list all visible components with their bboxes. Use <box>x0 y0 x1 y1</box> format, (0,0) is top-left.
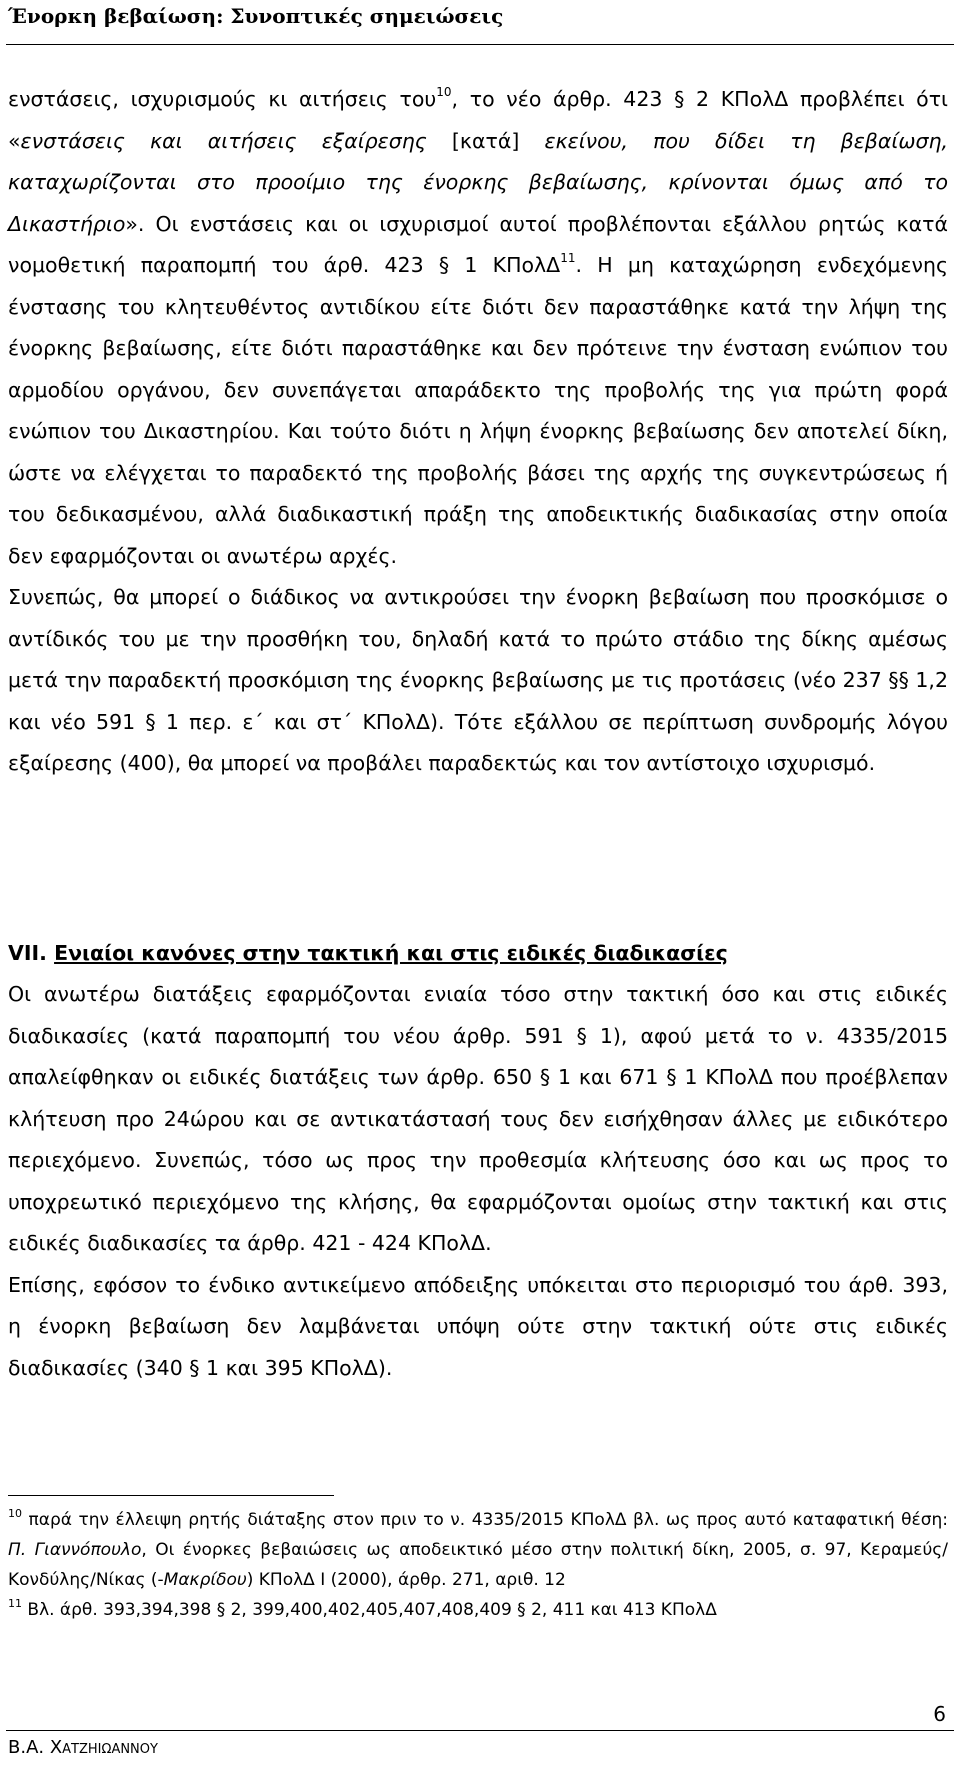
section-title: Ενιαίοι κανόνες στην τακτική και στις ειδικές διαδικασίες <box>54 941 728 965</box>
footnote-number: 11 <box>8 1597 22 1610</box>
main-text <box>8 79 948 785</box>
text-run: , Οι ένορκες βεβαιώσεις ως αποδεικτικό μέσο στην πολιτική δίκη, 2005, σ. 97, Κεραμεύς/Κονδύλης/Νίκας (- <box>8 1540 949 1590</box>
paragraph <box>8 79 948 577</box>
footer-author: Β.Α. Χατζηιωαννου <box>8 1737 158 1758</box>
text-run: ». Οι ενστάσεις και οι ισχυρισμοί αυτοί προβλέπονται εξάλλου ρητώς κατά νομοθετική παραπομπή του άρθ. 423 § 1 ΚΠολΔ <box>8 211 948 277</box>
quote-italic: εκείνου, που δίδει τη βεβαίωση, καταχωρίζονται στο προοίμιο της ένορκης βεβαίωσης, κρίνονται όμως από το Δικαστήριο <box>8 128 949 236</box>
text-run: . Η μη καταχώρηση ενδεχόμενης ένστασης του κλητευθέντος αντιδίκου είτε διότι δεν παραστάθηκε κατά την λήψη της ένορκης βεβαίωσης, είτε διότι παραστάθηκε και δεν πρότεινε την ένσταση ενώπιον του αρμοδίου οργάνου, δεν συνεπάγεται απαράδεκτο της προβολής της για πρώτη φορά ενώπιον του Δικαστηρίου. Και τούτο διότι η λήψη ένορκης βεβαίωσης δεν αποτελεί δίκη, ώστε να ελέγχεται το παραδεκτό της προβολής βάσει της αρχής της συγκεντρώσεως ή του δεδικασμένου, αλλά διαδικαστική πράξη της αποδεικτικής διαδικασίας στην οποία δεν εφαρμόζονται οι ανωτέρω αρχές. <box>8 253 949 568</box>
footer-divider <box>6 1730 954 1731</box>
footnote-ref-10[interactable]: 10 <box>436 85 452 99</box>
footnotes <box>8 1505 948 1625</box>
running-header-title: Ένορκη βεβαίωση: Συνοπτικές σημειώσεις <box>8 4 504 28</box>
footnote-11 <box>8 1595 948 1625</box>
paragraph: Οι ανωτέρω διατάξεις εφαρμόζονται ενιαία τόσο στην τακτική όσο και στις ειδικές διαδικασίες (κατά παραπομπή του νέου άρθρ. 591 § 1), αφού μετά το ν. 4335/2015 απαλείφθηκαν οι ειδικές διατάξεις των άρθρ. 650 § 1 και 671 § 1 ΚΠολΔ που προέβλεπαν κλήτευση προ 24ώρου και σε αντικατάστασή τους δεν εισήχθησαν άλλες με ειδικότερο περιεχόμενο. Συνεπώς, τόσο ως προς την προθεσμία κλήτευσης όσο και ως προς το υποχρεωτικό περιεχόμενο της κλήσης, θα εφαρμόζονται ομοίως στην τακτική και στις ειδικές διαδικασίες τα άρθρ. 421 - 424 ΚΠολΔ. <box>8 982 948 1255</box>
author-italic: Π. Γιαννόπουλο <box>8 1540 142 1560</box>
text-run: , το νέο άρθρ. 423 § 2 ΚΠολΔ προβλέπει ότι « <box>8 87 948 153</box>
page-number: 6 <box>933 1702 946 1726</box>
footnote-divider <box>8 1495 334 1496</box>
quote-italic: ενστάσεις και αιτήσεις εξαίρεσης <box>20 128 427 153</box>
text-run: Βλ. άρθ. 393,394,398 § 2, 399,400,402,405,407,408,409 § 2, 411 και 413 ΚΠολΔ <box>22 1600 717 1620</box>
paragraph: Συνεπώς, θα μπορεί ο διάδικος να αντικρούσει την ένορκη βεβαίωση που προσκόμισε ο αντίδικός του με την προσθήκη του, δηλαδή κατά το πρώτο στάδιο της δίκης αμέσως μετά την παραδεκτή προσκόμιση της ένορκης βεβαίωσης με τις προτάσεις (νέο 237 §§ 1,2 και νέο 591 § 1 περ. ε΄ και στ΄ ΚΠολΔ). Τότε εξάλλου σε περίπτωση συνδρομής λόγου εξαίρεσης (400), θα μπορεί να προβάλει παραδεκτώς και τον αντίστοιχο ισχυρισμό. <box>8 585 948 775</box>
text-run: ) ΚΠολΔ Ι (2000), άρθρ. 271, αριθ. 12 <box>246 1570 566 1590</box>
header-divider <box>6 44 954 45</box>
footnote-number: 10 <box>8 1507 22 1520</box>
text-run: [κατά] <box>426 128 545 153</box>
section-text <box>8 974 948 1389</box>
footnote-10 <box>8 1505 948 1595</box>
section-heading <box>8 933 948 975</box>
paragraph: Επίσης, εφόσον το ένδικο αντικείμενο απόδειξης υπόκειται στο περιορισμό του άρθ. 393, η ένορκη βεβαίωση δεν λαμβάνεται υπόψη ούτε στην τακτική ούτε στις ειδικές διαδικασίες (340 § 1 και 395 ΚΠολΔ). <box>8 1272 948 1380</box>
footnote-ref-11[interactable]: 11 <box>560 251 576 265</box>
text-run: παρά την έλλειψη ρητής διάταξης στον πριν το ν. 4335/2015 ΚΠολΔ βλ. ως προς αυτό καταφατική θέση: <box>22 1510 948 1530</box>
author-italic: Μακρίδου <box>163 1570 247 1590</box>
text-run: ενστάσεις, ισχυρισμούς κι αιτήσεις του <box>8 87 437 111</box>
section-number: VII. <box>8 941 47 965</box>
